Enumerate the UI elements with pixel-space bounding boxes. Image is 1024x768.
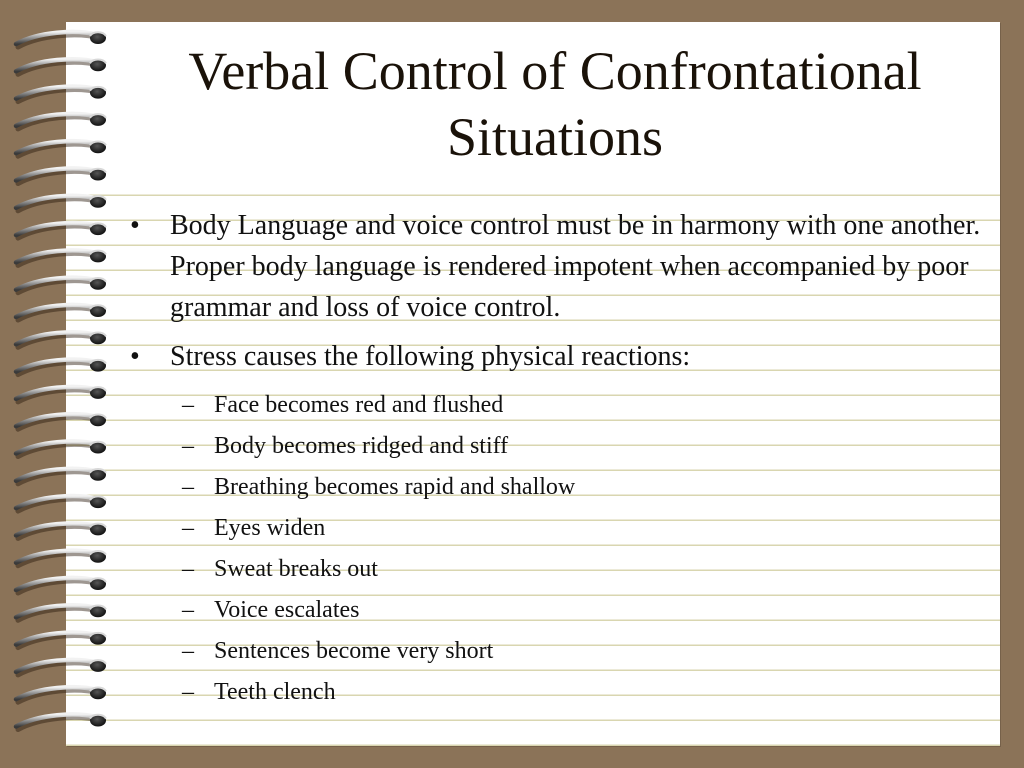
sub-item-text: Eyes widen [214, 515, 326, 541]
spiral-ring-icon [16, 250, 106, 265]
sub-marker: – [182, 433, 194, 459]
bullet-marker: • [130, 210, 140, 241]
sub-list [128, 385, 988, 713]
sub-item-text: Sweat breaks out [214, 556, 378, 582]
sub-marker: – [182, 638, 194, 664]
bullet-list [128, 205, 988, 713]
spiral-ring-icon [16, 687, 106, 702]
sub-marker: – [182, 392, 194, 418]
sub-item-text: Face becomes red and flushed [214, 392, 504, 418]
spiral-ring-icon [16, 305, 106, 320]
spiral-ring-icon [16, 360, 106, 375]
sub-marker: – [182, 515, 194, 541]
sub-list-item [128, 631, 988, 672]
sub-item-text: Voice escalates [214, 597, 360, 623]
sub-list-item [128, 426, 988, 467]
sub-marker: – [182, 556, 194, 582]
sub-list-item [128, 590, 988, 631]
sub-marker: – [182, 474, 194, 500]
spiral-ring-icon [16, 414, 106, 429]
spiral-ring-icon [16, 660, 106, 675]
sub-item-text: Breathing becomes rapid and shallow [214, 474, 576, 500]
spiral-ring-icon [16, 387, 106, 402]
sub-list-item [128, 508, 988, 549]
page-title: Verbal Control of Confrontational Situations [188, 41, 922, 167]
spiral-ring-icon [16, 469, 106, 484]
bullet-text: Body Language and voice control must be in harmony with one another. Proper body language is rendered impotent when accompanied by poor grammar and loss of voice control. [170, 210, 981, 323]
spiral-ring-icon [16, 114, 106, 129]
sub-item-text: Sentences become very short [214, 638, 494, 664]
spiral-ring-icon [16, 278, 106, 293]
spiral-ring-icon [16, 442, 106, 457]
spiral-ring-icon [16, 169, 106, 184]
sub-item-text: Body becomes ridged and stiff [214, 433, 509, 459]
sub-list-item [128, 672, 988, 713]
spiral-ring-icon [16, 223, 106, 238]
spiral-ring-icon [16, 578, 106, 593]
sub-marker: – [182, 679, 194, 705]
spiral-ring-icon [16, 715, 106, 730]
sub-list-item [128, 385, 988, 426]
spiral-ring-icon [16, 633, 106, 648]
spiral-ring-icon [16, 59, 106, 74]
bullet-marker: • [130, 341, 140, 372]
sub-list-container [128, 385, 988, 713]
spiral-ring-icon [16, 496, 106, 511]
spiral-ring-icon [16, 196, 106, 211]
spiral-ring-icon [16, 141, 106, 156]
sub-item-text: Teeth clench [214, 679, 336, 705]
spiral-ring-icon [16, 551, 106, 566]
sub-list-item [128, 467, 988, 508]
bullet-item [128, 336, 988, 377]
spiral-ring-icon [16, 605, 106, 620]
bullet-text: Stress causes the following physical reactions: [170, 341, 691, 372]
sub-list-item [128, 549, 988, 590]
bullet-item [128, 205, 988, 328]
spiral-ring-icon [16, 32, 106, 47]
spiral-ring-icon [16, 523, 106, 538]
spiral-ring-icon [16, 87, 106, 102]
spiral-ring-icon [16, 332, 106, 347]
sub-marker: – [182, 597, 194, 623]
